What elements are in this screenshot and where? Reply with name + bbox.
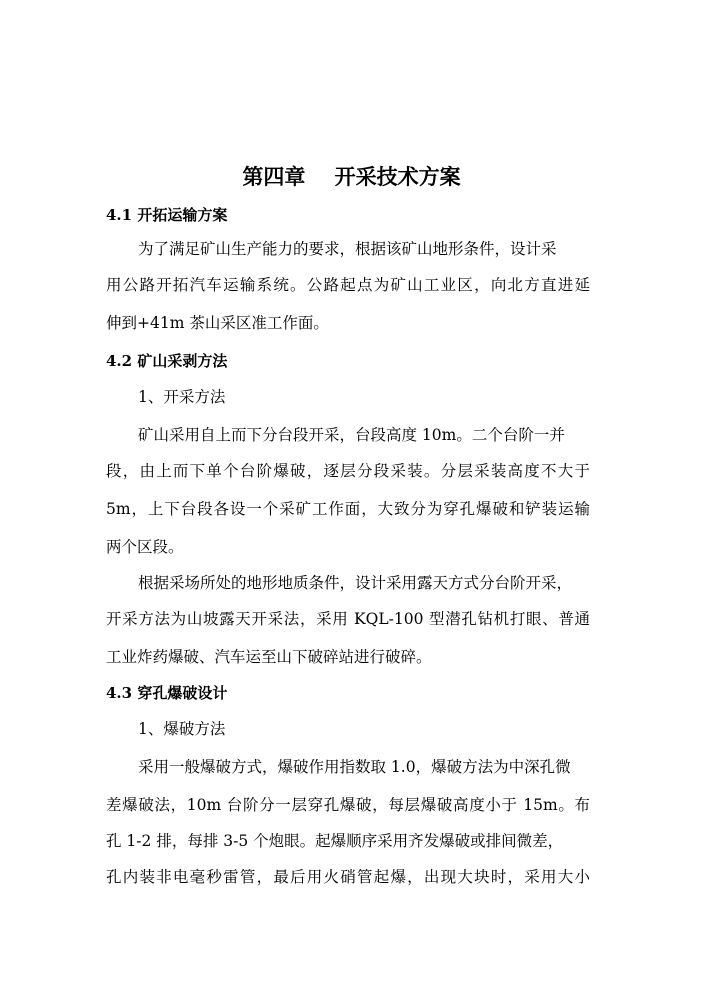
paragraph-line: 根据采场所处的地形地质条件，设计采用露天方式分台阶开采， bbox=[138, 574, 573, 592]
paragraph-line: 两个区段。 bbox=[106, 538, 184, 556]
section-heading-4-3: 4.3 穿孔爆破设计 bbox=[106, 684, 228, 702]
paragraph-line: 1、爆破方法 bbox=[138, 720, 226, 738]
paragraph-line: 采用一般爆破方式，爆破作用指数取 1.0，爆破方法为中深孔微 bbox=[138, 758, 571, 776]
paragraph-line: 1、开采方法 bbox=[138, 388, 226, 406]
paragraph-line: 矿山采用自上而下分台段开采，台段高度 10m。二个台阶一并 bbox=[138, 426, 565, 444]
paragraph-line: 孔内装非电毫秒雷管，最后用火硝管起爆，出现大块时，采用大小 bbox=[106, 868, 590, 886]
section-heading-4-2: 4.2 矿山采剥方法 bbox=[106, 352, 228, 370]
paragraph-line: 用公路开拓汽车运输系统。公路起点为矿山工业区，向北方直进延 bbox=[106, 276, 590, 294]
paragraph-line: 工业炸药爆破、汽车运至山下破碎站进行破碎。 bbox=[106, 648, 432, 666]
paragraph-line: 差爆破法，10m 台阶分一层穿孔爆破，每层爆破高度小于 15m。布 bbox=[106, 796, 590, 814]
paragraph-line: 5m，上下台段各设一个采矿工作面，大致分为穿孔爆破和铲装运输 bbox=[106, 500, 590, 518]
paragraph-line: 为了满足矿山生产能力的要求，根据该矿山地形条件，设计采 bbox=[138, 240, 557, 258]
paragraph-line: 孔 1-2 排，每排 3-5 个炮眼。起爆顺序采用齐发爆破或排间微差， bbox=[106, 832, 564, 850]
paragraph-line: 段，由上而下单个台阶爆破，逐层分段采装。分层采装高度不大于 bbox=[106, 462, 590, 480]
paragraph-line: 伸到+41m 茶山采区准工作面。 bbox=[106, 314, 329, 332]
paragraph-line: 开采方法为山坡露天开采法，采用 KQL-100 型潜孔钻机打眼、普通 bbox=[106, 610, 590, 628]
section-heading-4-1: 4.1 开拓运输方案 bbox=[106, 206, 228, 224]
chapter-title: 第四章 开采技术方案 bbox=[242, 164, 461, 189]
